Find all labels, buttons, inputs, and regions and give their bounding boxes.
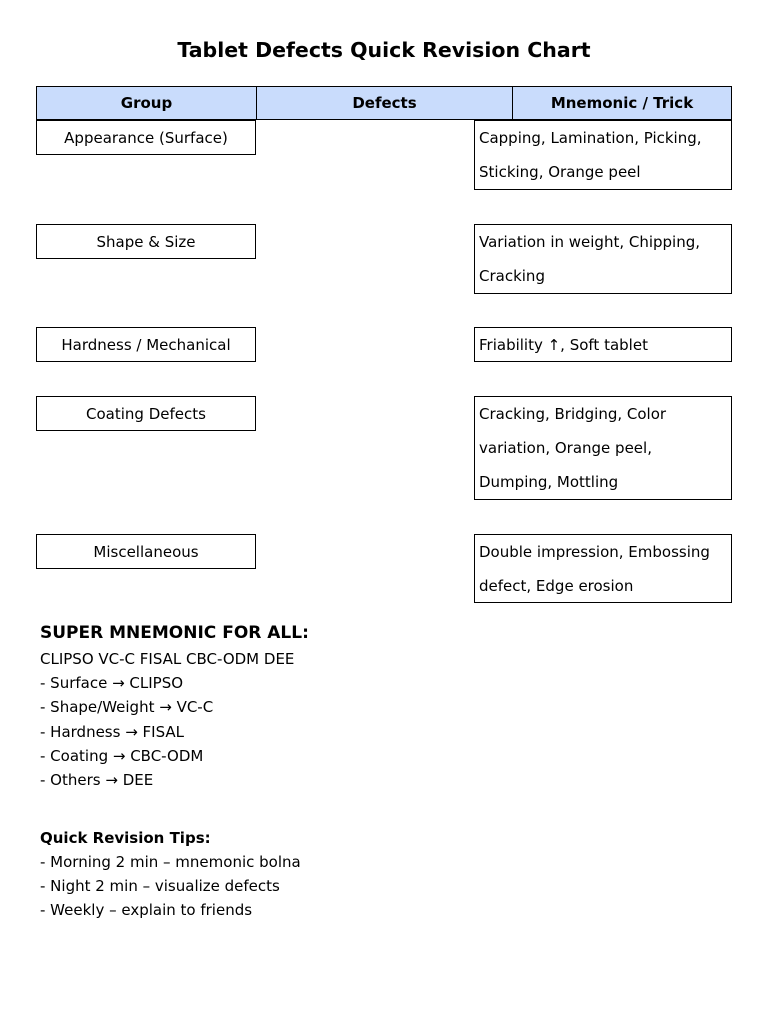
tip-line: - Morning 2 min – mnemonic bolna (40, 853, 301, 871)
mnemonic-line: - Surface → CLIPSO (40, 674, 184, 693)
mnemonic-line: - Shape/Weight → VC-C (40, 698, 214, 717)
group-cell: Hardness / Mechanical (36, 327, 256, 362)
header-mnemonic: Mnemonic / Trick (512, 86, 732, 120)
group-cell: Miscellaneous (36, 534, 256, 569)
page-title: Tablet Defects Quick Revision Chart (177, 38, 591, 62)
group-cell: Coating Defects (36, 396, 256, 431)
defects-line: Cracking (479, 267, 545, 285)
defects-cell (474, 534, 732, 603)
defects-cell (474, 327, 732, 362)
defects-line: Friability ↑, Soft tablet (479, 336, 648, 354)
mnemonic-line: - Others → DEE (40, 771, 154, 790)
header-group: Group (36, 86, 257, 120)
tip-line: - Weekly – explain to friends (40, 901, 253, 920)
defects-line: variation, Orange peel, (479, 439, 652, 457)
revision-tips-list (40, 850, 301, 923)
super-mnemonic-list (40, 647, 294, 792)
defects-line: Cracking, Bridging, Color (479, 405, 667, 423)
defects-cell (474, 120, 732, 190)
defects-cell (474, 396, 732, 500)
mnemonic-line: - Coating → CBC-ODM (40, 746, 204, 765)
group-cell: Appearance (Surface) (36, 120, 256, 155)
defects-line: Double impression, Embossing (479, 543, 710, 561)
mnemonic-line: CLIPSO VC-C FISAL CBC-ODM DEE (40, 650, 295, 668)
defects-line: Variation in weight, Chipping, (479, 233, 701, 251)
defects-line: Capping, Lamination, Picking, (479, 129, 702, 147)
header-defects: Defects (256, 86, 513, 120)
tip-line: - Night 2 min – visualize defects (40, 877, 280, 896)
revision-tips-heading: Quick Revision Tips: (40, 829, 211, 847)
defects-cell (474, 224, 732, 294)
defects-line: Dumping, Mottling (479, 473, 619, 491)
mnemonic-line: - Hardness → FISAL (40, 722, 185, 741)
defects-line: defect, Edge erosion (479, 577, 634, 595)
group-cell: Shape & Size (36, 224, 256, 259)
super-mnemonic-heading: SUPER MNEMONIC FOR ALL: (40, 623, 309, 643)
defects-line: Sticking, Orange peel (479, 163, 641, 181)
